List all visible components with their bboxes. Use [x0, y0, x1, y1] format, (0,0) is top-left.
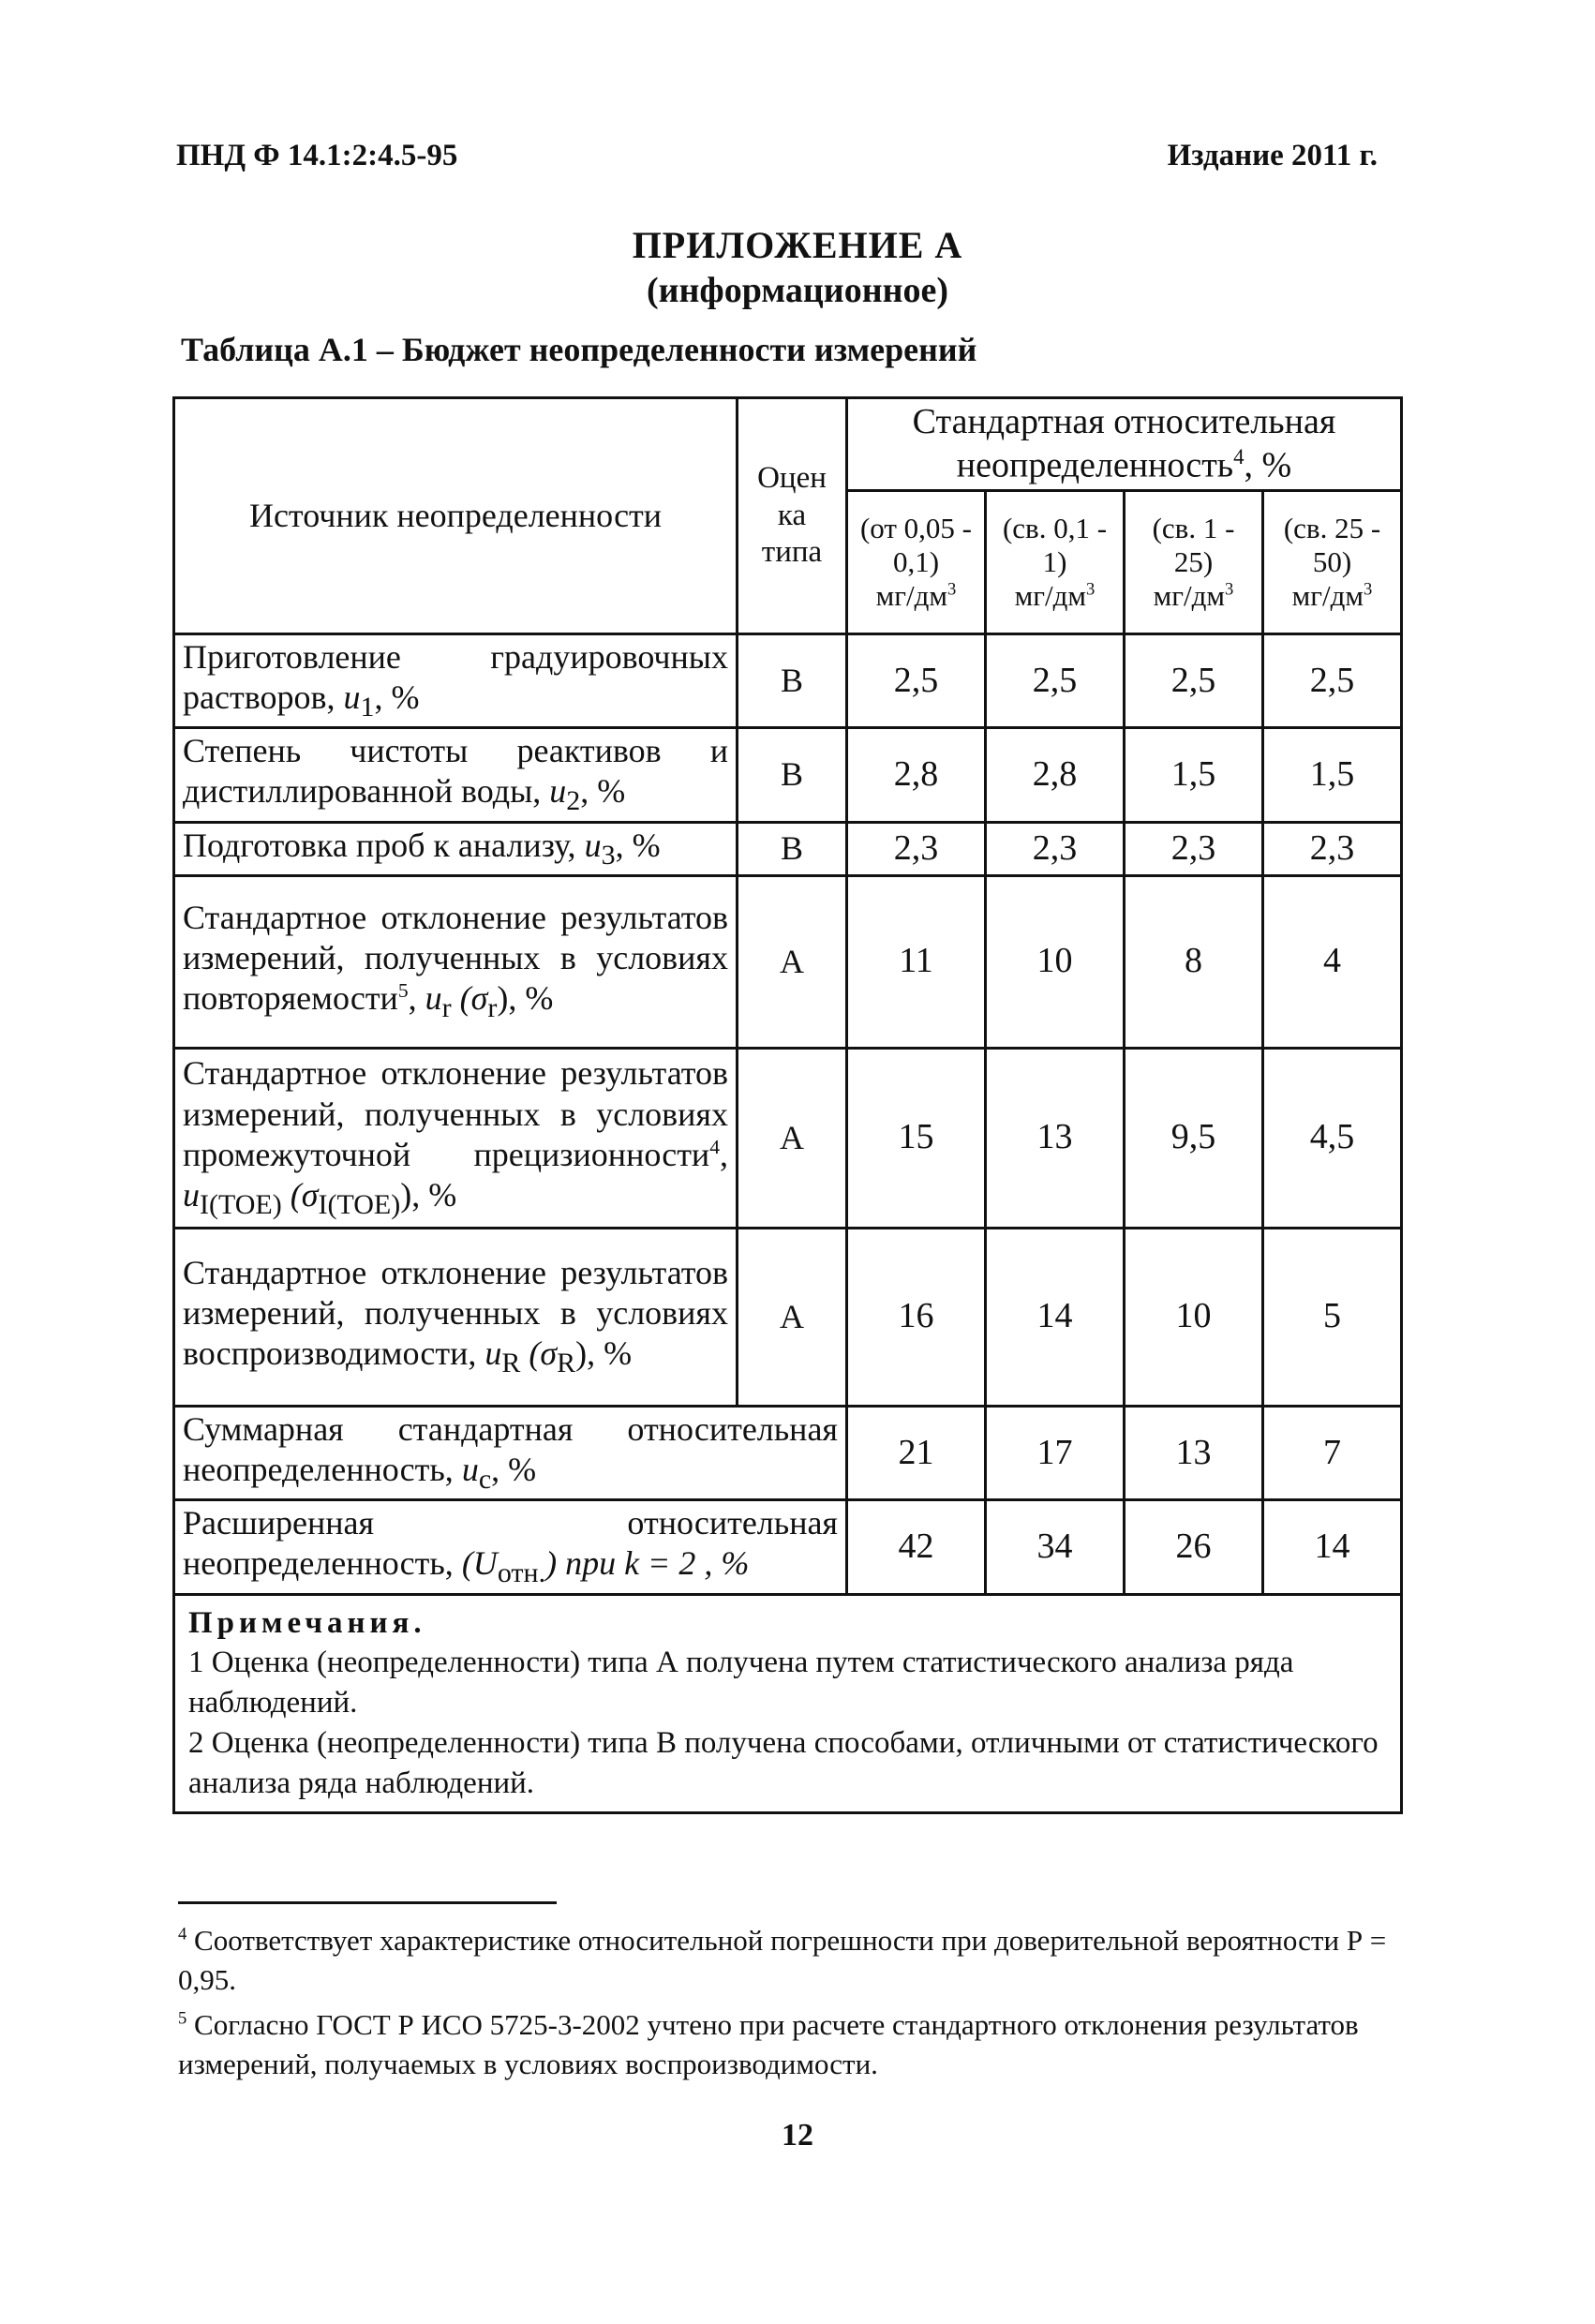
value-cell: 11	[847, 875, 986, 1048]
type-cell: А	[738, 1228, 847, 1406]
value-cell: 21	[847, 1406, 986, 1499]
value-cell: 26	[1125, 1500, 1263, 1594]
footnote: $^5$ Согласно ГОСТ Р ИСО 5725-3-2002 учтено при расчете стандартного отклонения результатов измерений, получаемых в условиях воспроизводимости.	[178, 2008, 1359, 2080]
value-cell: 16	[847, 1228, 986, 1406]
value-cell: 1,5	[1263, 728, 1402, 822]
summary-row	[174, 1406, 1402, 1499]
value-cell: 1,5	[1125, 728, 1263, 822]
header-range: (св. 25 - 50) $мг/дм^3$	[1263, 490, 1402, 633]
value-cell: 34	[986, 1500, 1125, 1594]
summary-source-cell: Расширенная относительная неопределенность, $(U_{отн.})$ при k = 2 , %	[174, 1500, 847, 1594]
value-cell: 7	[1263, 1406, 1402, 1499]
document-code: ПНД Ф 14.1:2:4.5-95	[176, 139, 458, 172]
value-cell: 10	[1125, 1228, 1263, 1406]
value-cell: 5	[1263, 1228, 1402, 1406]
table-row	[174, 1228, 1402, 1406]
header-range: (от 0,05 - 0,1) $мг/дм^3$	[847, 490, 986, 633]
type-cell: А	[738, 1048, 847, 1228]
value-cell: 2,5	[1125, 633, 1263, 727]
table-row	[174, 1048, 1402, 1228]
value-cell: 2,3	[847, 822, 986, 875]
table-row	[174, 728, 1402, 822]
appendix-subtitle: (информационное)	[646, 271, 949, 310]
type-cell: А	[738, 875, 847, 1048]
source-cell: Стандартное отклонение результатов измерений, полученных в условиях повторяемости$^5$, $u_r$ $(\sigma_r)$, %	[174, 875, 738, 1048]
value-cell: 2,5	[847, 633, 986, 727]
source-cell: Стандартное отклонение результатов измерений, полученных в условиях промежуточной прецизионности$^4$, $u_{I(TOE)}$ $(\sigma_{I(TOE)})$, %	[174, 1048, 738, 1228]
source-cell: Подготовка проб к анализу, $u_3$, %	[174, 822, 738, 875]
uncertainty-budget-table	[172, 396, 1403, 1814]
value-cell: 2,5	[1263, 633, 1402, 727]
value-cell: 8	[1125, 875, 1263, 1048]
value-cell: 13	[986, 1048, 1125, 1228]
value-cell: 10	[986, 875, 1125, 1048]
appendix-title: ПРИЛОЖЕНИЕ А	[632, 224, 963, 266]
header-uncertainty: Стандартная относительная неопределенность$^4$, %	[847, 398, 1402, 491]
page-number: 12	[782, 2118, 813, 2153]
value-cell: 9,5	[1125, 1048, 1263, 1228]
header-range: (св. 1 - 25) $мг/дм^3$	[1125, 490, 1263, 633]
value-cell: 2,8	[847, 728, 986, 822]
value-cell: 2,3	[1263, 822, 1402, 875]
notes-title: Примечания.	[188, 1605, 426, 1640]
summary-source-cell: Суммарная стандартная относительная неопределенность, $u_c$, %	[174, 1406, 847, 1499]
header-type: Оцен ка типа	[738, 398, 847, 634]
table-row	[174, 633, 1402, 727]
value-cell: 14	[986, 1228, 1125, 1406]
value-cell: 17	[986, 1406, 1125, 1499]
value-cell: 13	[1125, 1406, 1263, 1499]
value-cell: 4,5	[1263, 1048, 1402, 1228]
footnote: $^4$ Соответствует характеристике относительной погрешности при доверительной вероятности Р = 0,95.	[178, 1924, 1387, 1996]
type-cell: В	[738, 633, 847, 727]
notes-cell	[174, 1594, 1402, 1812]
value-cell: 15	[847, 1048, 986, 1228]
value-cell: 2,5	[986, 633, 1125, 727]
table-row	[174, 822, 1402, 875]
type-cell: В	[738, 822, 847, 875]
source-cell: Приготовление градуировочных растворов, $u_1$, %	[174, 633, 738, 727]
note-item: 2 Оценка (неопределенности) типа В получена способами, отличными от статистического анализа ряда наблюдений.	[188, 1726, 1379, 1801]
summary-row	[174, 1500, 1402, 1594]
value-cell: 14	[1263, 1500, 1402, 1594]
source-cell: Стандартное отклонение результатов измерений, полученных в условиях воспроизводимости, $u_R$ $(\sigma_R)$, %	[174, 1228, 738, 1406]
value-cell: 2,3	[986, 822, 1125, 875]
value-cell: 2,3	[1125, 822, 1263, 875]
header-source: Источник неопределенности	[174, 398, 738, 634]
value-cell: 42	[847, 1500, 986, 1594]
value-cell: 4	[1263, 875, 1402, 1048]
notes-row	[174, 1594, 1402, 1812]
table-caption: Таблица А.1 – Бюджет неопределенности измерений	[181, 331, 977, 368]
note-item: 1 Оценка (неопределенности) типа А получена путем статистического анализа ряда наблюдений.	[188, 1646, 1294, 1721]
edition-label: Издание 2011 г.	[1167, 139, 1378, 172]
footnote-divider	[178, 1901, 557, 1904]
type-cell: В	[738, 728, 847, 822]
header-range: (св. 0,1 - 1) $мг/дм^3$	[986, 490, 1125, 633]
table-row	[174, 875, 1402, 1048]
value-cell: 2,8	[986, 728, 1125, 822]
source-cell: Степень чистоты реактивов и дистиллированной воды, $u_2$, %	[174, 728, 738, 822]
